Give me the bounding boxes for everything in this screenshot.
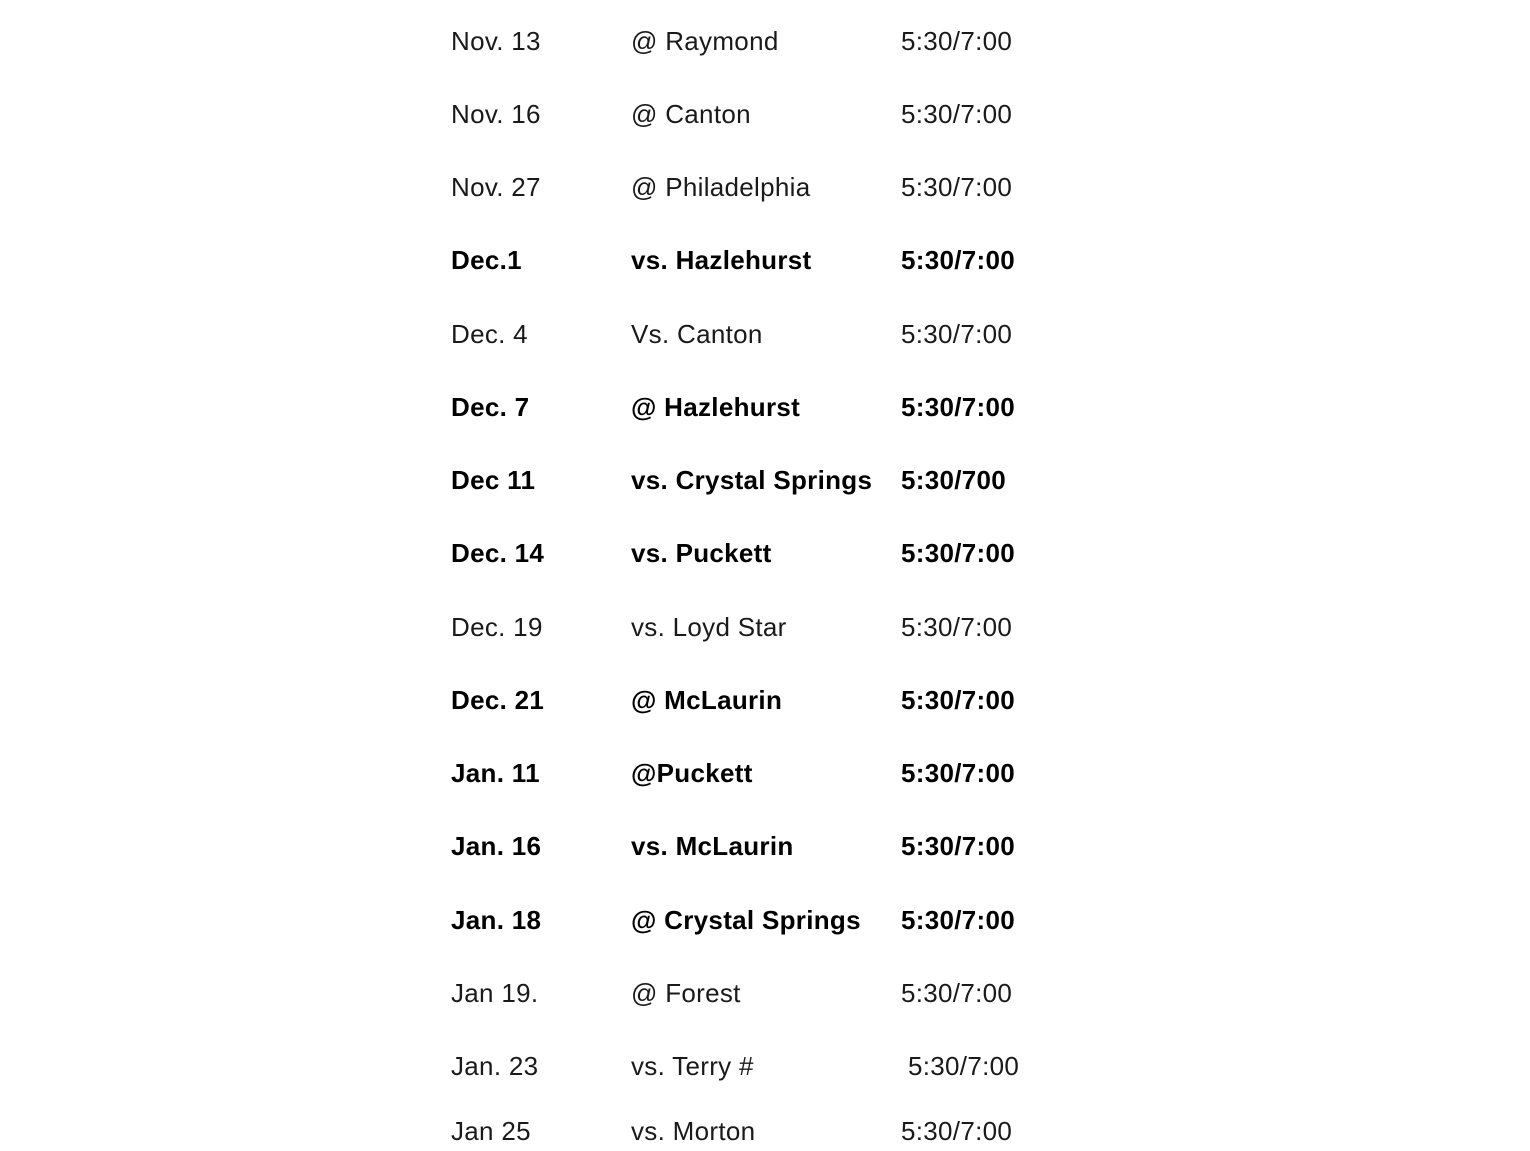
game-time: 5:30/7:00 [901, 758, 1015, 788]
game-opponent: @ Hazlehurst [631, 392, 801, 422]
schedule-row [0, 1111, 1530, 1151]
game-opponent: @ Forest [631, 978, 741, 1008]
game-date: Dec. 4 [451, 319, 528, 349]
game-time: 5:30/7:00 [901, 26, 1013, 56]
schedule-row [0, 21, 1530, 61]
schedule-row [0, 826, 1530, 866]
game-date: Dec. 21 [451, 685, 545, 715]
game-date: Jan. 18 [451, 905, 542, 935]
schedule-row [0, 753, 1530, 793]
game-opponent: vs. Loyd Star [631, 612, 787, 642]
schedule-row [0, 900, 1530, 940]
game-time: 5:30/7:00 [901, 538, 1015, 568]
game-opponent: @ Canton [631, 99, 751, 129]
game-time: 5:30/7:00 [901, 319, 1013, 349]
game-date: Dec 11 [451, 465, 536, 495]
game-opponent: @Puckett [631, 758, 753, 788]
game-opponent: vs. Morton [631, 1116, 756, 1146]
game-date: Nov. 13 [451, 26, 541, 56]
game-date: Jan 25 [451, 1116, 531, 1146]
game-time: 5:30/700 [901, 465, 1007, 495]
game-time: 5:30/7:00 [901, 831, 1015, 861]
game-opponent: vs. Hazlehurst [631, 245, 812, 275]
game-time: 5:30/7:00 [901, 245, 1015, 275]
game-time: 5:30/7:00 [901, 99, 1013, 129]
schedule-row [0, 460, 1530, 500]
schedule-row [0, 167, 1530, 207]
game-date: Jan 19. [451, 978, 539, 1008]
game-time: 5:30/7:00 [901, 978, 1013, 1008]
game-opponent: @ Raymond [631, 26, 779, 56]
schedule-row [0, 973, 1530, 1013]
game-date: Dec. 7 [451, 392, 530, 422]
game-date: Jan. 11 [451, 758, 540, 788]
game-opponent: Vs. Canton [631, 319, 763, 349]
game-date: Nov. 16 [451, 99, 541, 129]
schedule-row [0, 94, 1530, 134]
game-opponent: vs. Terry # [631, 1051, 754, 1081]
game-opponent: vs. McLaurin [631, 831, 794, 861]
game-opponent: vs. Crystal Springs [631, 465, 873, 495]
game-date: Dec. 14 [451, 538, 545, 568]
game-date: Dec.1 [451, 245, 522, 275]
game-time: 5:30/7:00 [901, 392, 1015, 422]
game-time: 5:30/7:00 [901, 1116, 1013, 1146]
game-opponent: vs. Puckett [631, 538, 772, 568]
game-time: 5:30/7:00 [908, 1051, 1020, 1081]
game-time: 5:30/7:00 [901, 685, 1015, 715]
schedule-row [0, 607, 1530, 647]
schedule-row [0, 1046, 1530, 1086]
game-opponent: @ Crystal Springs [631, 905, 861, 935]
schedule-row [0, 680, 1530, 720]
game-time: 5:30/7:00 [901, 612, 1013, 642]
game-date: Dec. 19 [451, 612, 543, 642]
game-time: 5:30/7:00 [901, 172, 1013, 202]
game-opponent: @ Philadelphia [631, 172, 811, 202]
game-opponent: @ McLaurin [631, 685, 783, 715]
game-date: Jan. 16 [451, 831, 542, 861]
game-time: 5:30/7:00 [901, 905, 1015, 935]
schedule-row [0, 314, 1530, 354]
schedule-row [0, 240, 1530, 280]
game-date: Jan. 23 [451, 1051, 539, 1081]
schedule-row [0, 533, 1530, 573]
schedule-row [0, 387, 1530, 427]
game-date: Nov. 27 [451, 172, 541, 202]
